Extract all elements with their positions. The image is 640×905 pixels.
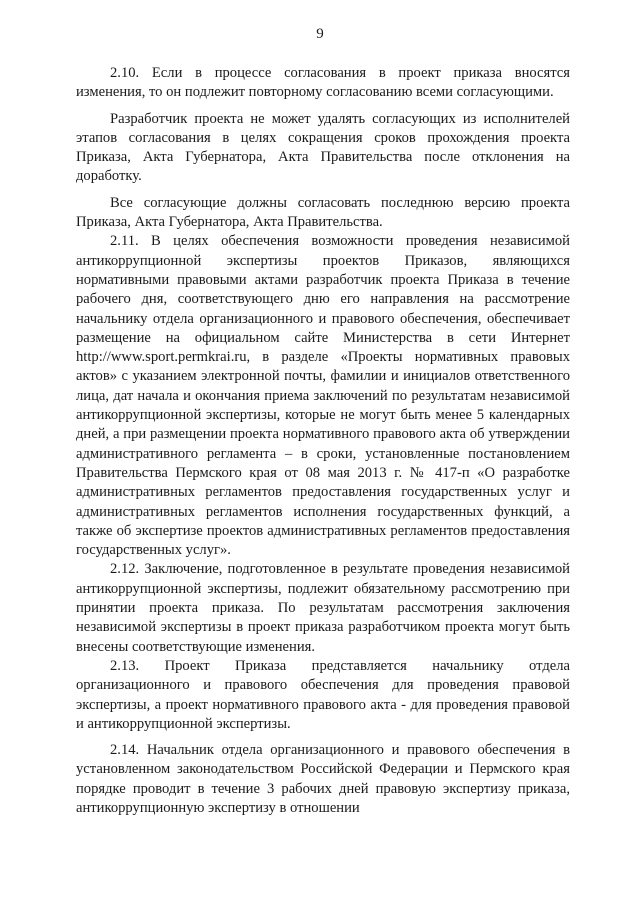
- paragraph-2-13: 2.13. Проект Приказа представляется начальнику отдела организационного и правового обеспечения для проведения правовой экспертизы, а проект нормативного правового акта - для проведения правовой и антикоррупционной экспертизы.: [76, 657, 570, 732]
- page-number: 9: [316, 26, 324, 42]
- paragraph-2-12: 2.12. Заключение, подготовленное в результате проведения независимой антикоррупционной экспертизы, подлежит обязательному рассмотрению при принятии проекта приказа. По результатам рассмотрения заключения независимой экспертизы в проект приказа разработчиком проекта могут быть внесены соответствующие изменения.: [76, 561, 570, 655]
- paragraph-2-14: 2.14. Начальник отдела организационного и правового обеспечения в установленном законодательством Российской Федерации и Пермского края порядке проводит в течение 3 рабочих дней правовую экспертизу приказа, антикоррупционную экспертизу в отношении: [76, 742, 570, 816]
- document-body: [76, 64, 570, 818]
- paragraph-2-11: 2.11. В целях обеспечения возможности проведения независимой антикоррупционной экспертизы проектов Приказов, являющихся нормативными правовыми актами разработчик проекта Приказа в течение рабочего дня, соответствующего дню его направления на рассмотрение начальнику отдела организационного и правового обеспечения, обеспечивает размещение на официальном сайте Министерства в сети Интернет http://www.sport.permkrai.ru, в разделе «Проекты нормативных правовых актов» с указанием электронной почты, фамилии и инициалов ответственного лица, дат начала и окончания приема заключений по результатам независимой антикоррупционной экспертизы, которые не могут быть менее 5 календарных дней, а при размещении проекта нормативного правового акта об утверждении административного регламента – в сроки, установленные постановлением Правительства Пермского края от 08 мая 2013 г. № 417-п «О разработке административных регламентов предоставления государственных услуг и административных регламентов исполнения государственных функций, а также об экспертизе проектов административных регламентов предоставления государственных услуг».: [76, 233, 570, 559]
- paragraph-2-10: 2.10. Если в процессе согласования в проект приказа вносятся изменения, то он подлежит повторному согласованию всеми согласующими.: [76, 65, 570, 101]
- paragraph-developer-restriction: Разработчик проекта не может удалять согласующих из исполнителей этапов согласования в целях сокращения сроков прохождения проекта Приказа, Акта Губернатора, Акта Правительства после отклонения на доработку.: [76, 110, 570, 185]
- paragraph-final-version: Все согласующие должны согласовать последнюю версию проекта Приказа, Акта Губернатора, Акта Правительства.: [76, 194, 570, 231]
